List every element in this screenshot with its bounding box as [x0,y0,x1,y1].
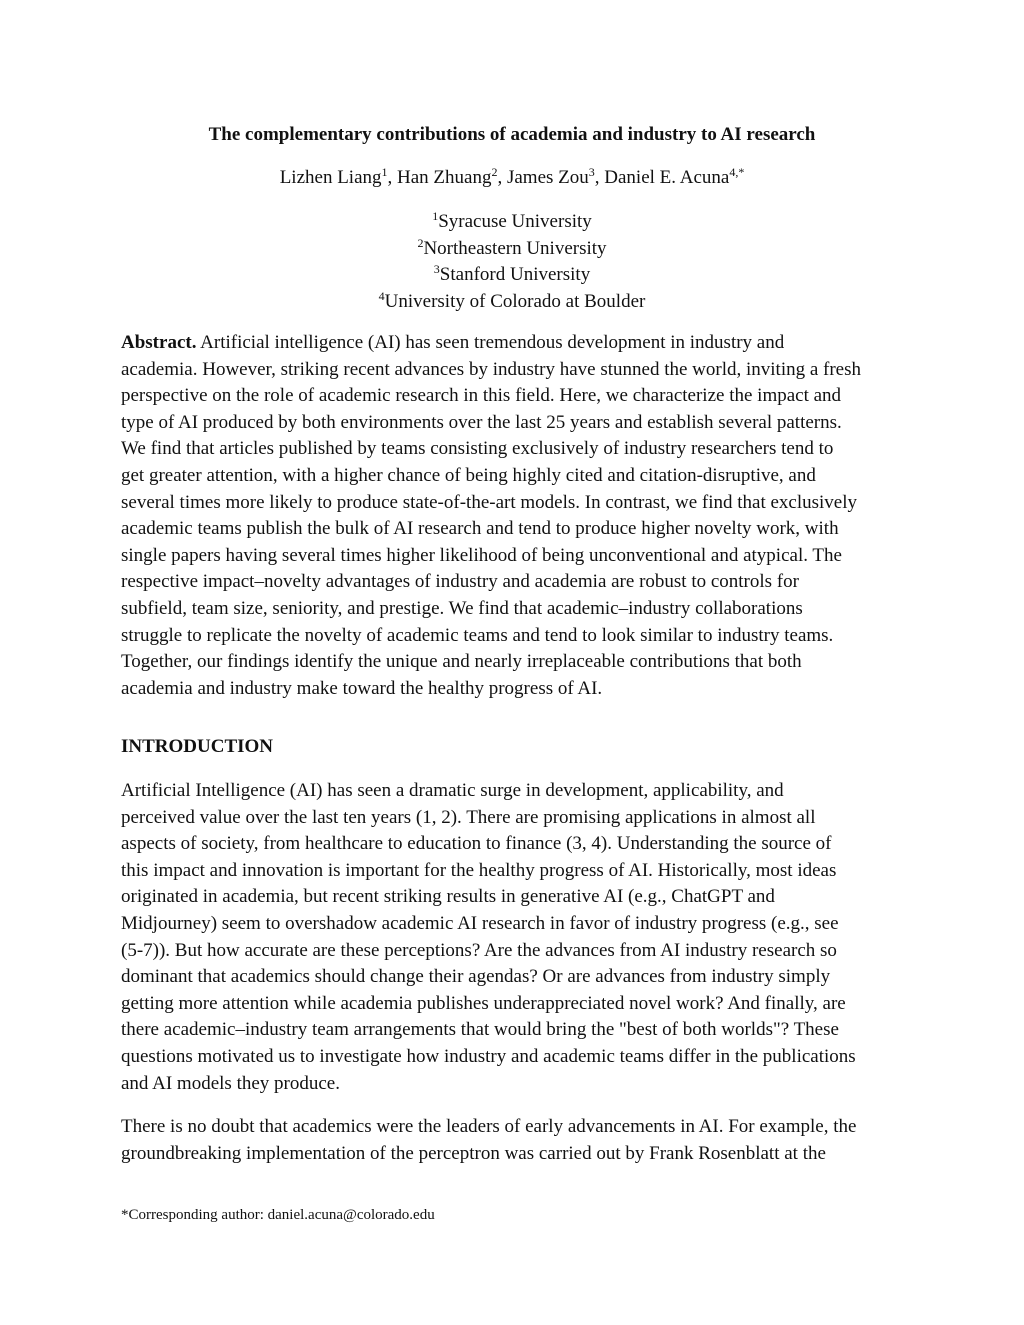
paragraph-line: Midjourney) seem to overshadow academic AI research in favor of industry progress (e.g., see [121,912,839,934]
paper-title: The complementary contributions of academia and industry to AI research [208,124,816,145]
abstract-line: get greater attention, with a higher chance of being highly cited and citation-disruptive, and [121,464,816,486]
abstract-line: respective impact–novelty advantages of industry and academia are robust to controls for [121,571,799,593]
affiliation: $^1$Syracuse University [432,209,592,232]
abstract-line: single papers having several times higher likelihood of being unconventional and atypical. The [121,544,842,566]
author: Daniel E. Acuna$^{4,*}$ [604,165,745,188]
author: James Zou$^3$, [506,165,605,188]
paragraph-line: (5-7)). But how accurate are these perceptions? Are the advances from AI industry research so [121,939,837,961]
abstract-line: academia. However, striking recent advances by industry have stunned the world, inviting a fresh [121,358,862,380]
paragraph-line: originated in academia, but recent striking results in generative AI (e.g., ChatGPT and [121,886,775,908]
abstract-line: perspective on the role of academic research in this field. Here, we characterize the impact and [121,385,842,407]
paragraph-line: there academic–industry team arrangements that would bring the "best of both worlds"? These [121,1019,839,1041]
abstract [121,330,911,702]
author: Han Zhuang$^2$, [397,165,507,188]
paragraph-line: groundbreaking implementation of the perceptron was carried out by Frank Rosenblatt at the [121,1142,826,1164]
corresponding-author-footnote: *Corresponding author: daniel.acuna@colorado.edu [121,1207,435,1223]
paragraph-line: aspects of society, from healthcare to education to finance (3, 4). Understanding the source of [121,833,832,855]
abstract-line: academic teams publish the bulk of AI research and tend to produce higher novelty work, with [121,518,839,540]
author: Lizhen Liang$^1$, [279,165,398,188]
affiliation: $^2$Northeastern University [417,235,607,259]
paragraph-line: dominant that academics should change their agendas? Or are advances from industry simply [121,966,831,988]
paragraph-line: There is no doubt that academics were the leaders of early advancements in AI. For example, the [121,1116,857,1137]
affiliation-list [0,209,1024,315]
section-heading-introduction: INTRODUCTION [121,736,274,757]
paragraph-line: Artificial Intelligence (AI) has seen a dramatic surge in development, applicability, and [121,780,784,801]
paragraph-line: questions motivated us to investigate how industry and academic teams differ in the publications [121,1045,856,1067]
paragraph-line: getting more attention while academia publishes underappreciated novel work? And finally, are [121,992,846,1014]
paragraph-line: and AI models they produce. [121,1072,340,1094]
introduction-paragraph-1 [121,778,911,1097]
abstract-line: Together, our findings identify the unique and nearly irreplaceable contributions that both [121,651,802,673]
affiliation: $^4$University of Colorado at Boulder [378,288,646,312]
abstract-line: type of AI produced by both environments over the last 25 years and establish several patterns. [121,411,842,433]
introduction-paragraph-2 [121,1114,911,1167]
abstract-line: subfield, team size, seniority, and prestige. We find that academic–industry collaborations [121,597,803,619]
paragraph-line: perceived value over the last ten years (1, 2). There are promising applications in almost all [121,806,816,828]
abstract-line: struggle to replicate the novelty of academic teams and tend to look similar to industry teams. [121,624,834,646]
author-list [0,167,1024,189]
abstract-label: Abstract. [121,332,197,353]
paragraph-line: this impact and innovation is important for the healthy progress of AI. Historically, most ideas [121,859,837,881]
abstract-line: We find that articles published by teams consisting exclusively of industry researchers tend to [121,438,834,460]
affiliation: $^3$Stanford University [433,262,591,285]
abstract-line: several times more likely to produce state-of-the-art models. In contrast, we find that exclusively [121,491,858,513]
abstract-line: Abstract. Artificial intelligence (AI) has seen tremendous development in industry and [121,332,785,353]
abstract-line: academia and industry make toward the healthy progress of AI. [121,677,603,699]
